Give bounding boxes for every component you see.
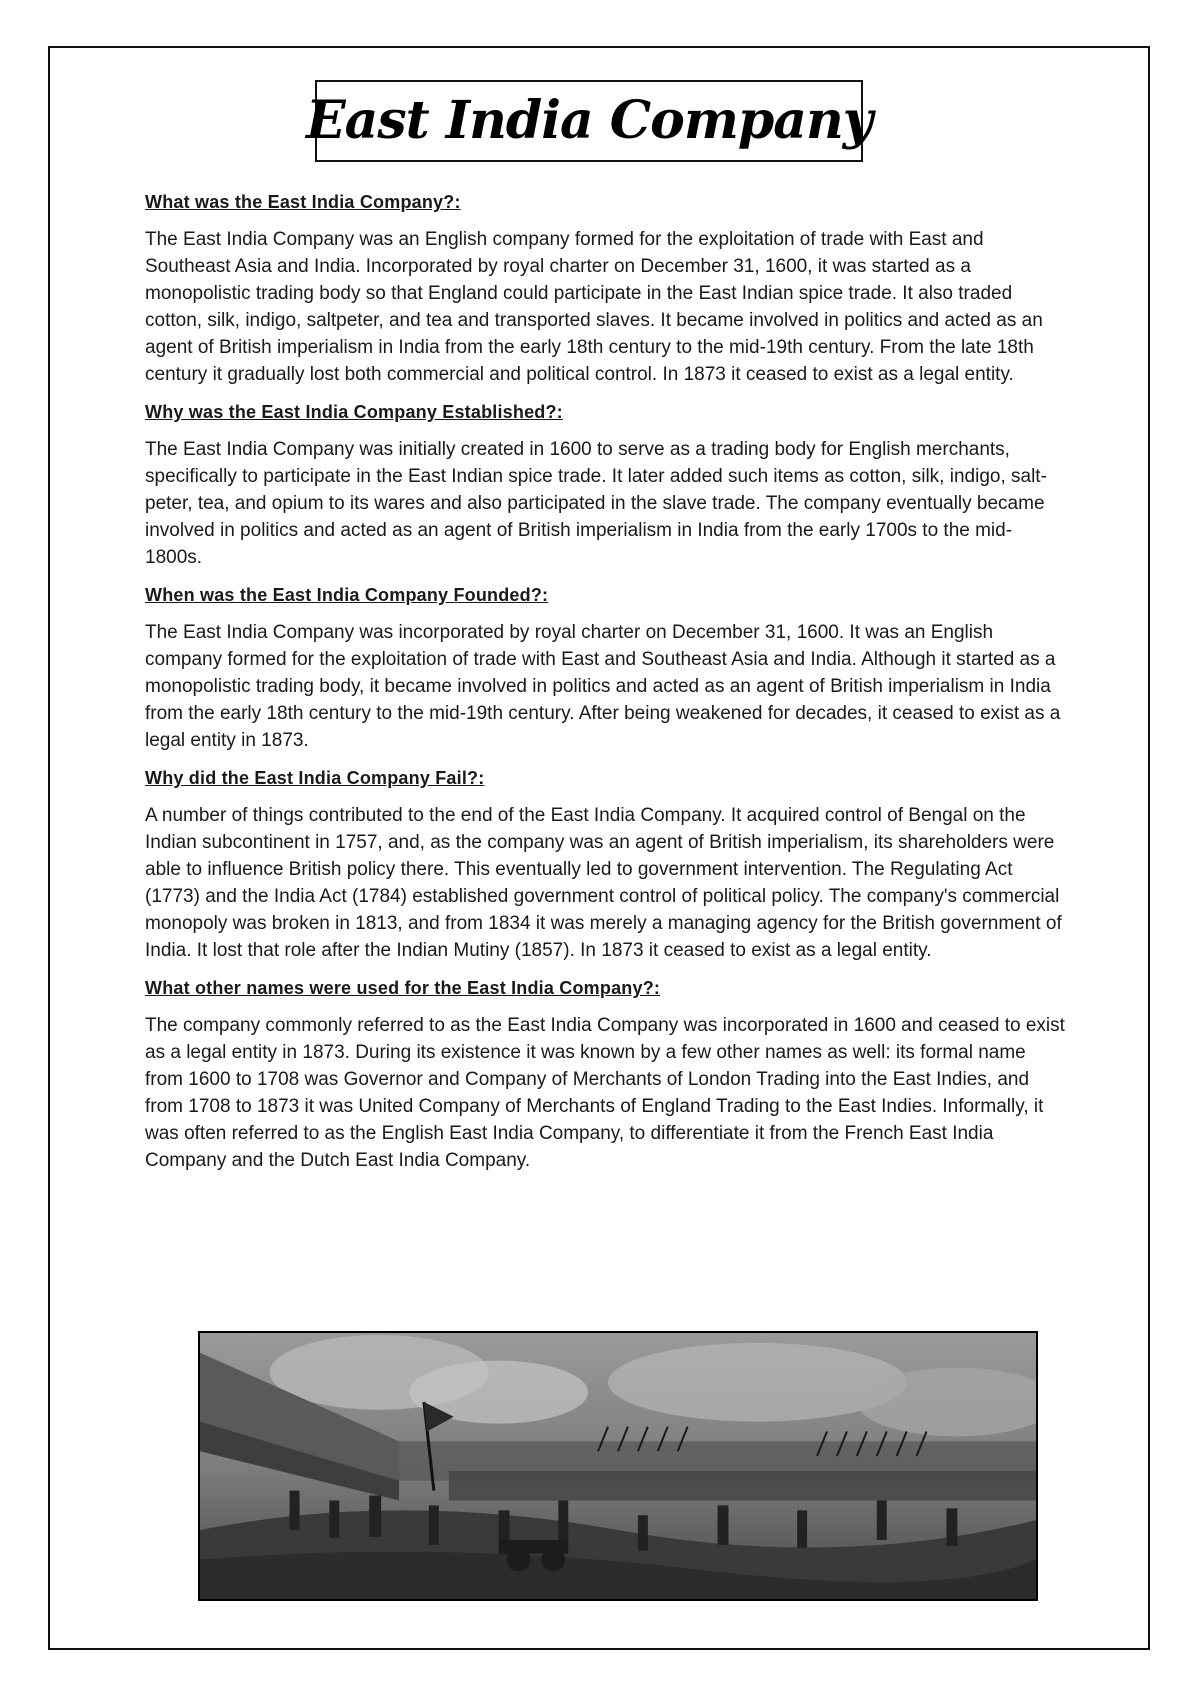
section-heading: What was the East India Company?:	[145, 192, 461, 212]
section	[145, 190, 1065, 388]
section-heading: When was the East India Company Founded?:	[145, 585, 549, 605]
content	[145, 190, 1065, 1186]
section	[145, 583, 1065, 754]
section-body: The East India Company was an English company formed for the exploitation of trade with East and Southeast Asia and India. Incorporated by royal charter on December 31, 1600, it was started as a monopolistic trading body so that England could participate in the East Indian spice trade. It also traded cotton, silk, indigo, saltpeter, and tea and transported slaves. It became involved in politics and acted as an agent of British imperialism in India from the early 18th century to the mid-19th century. From the late 18th century it gradually lost both commercial and political control. In 1873 it ceased to exist as a legal entity.	[145, 229, 1043, 385]
section	[145, 976, 1065, 1174]
section-body: The company commonly referred to as the East India Company was incorporated in 1600 and ceased to exist as a legal entity in 1873. During its existence it was known by a few other names as well: its formal name from 1600 to 1708 was Governor and Company of Merchants of London Trading into the East Indies, and from 1708 to 1873 it was United Company of Merchants of England Trading to the East Indies. Informally, it was often referred to as the English East India Company, to differentiate it from the French East India Company and the Dutch East India Company.	[145, 1015, 1065, 1171]
page-title: East India Company	[306, 90, 872, 151]
section-body: The East India Company was incorporated by royal charter on December 31, 1600. It was an English company formed for the exploitation of trade with East and Southeast Asia and India. Although it started as a monopolistic trading body, it became involved in politics and acted as an agent of British imperialism in India from the early 18th century to the mid-19th century. After being weakened for decades, it ceased to exist as a legal entity in 1873.	[145, 622, 1061, 751]
section-heading: What other names were used for the East India Company?:	[145, 978, 661, 998]
battle-illustration	[198, 1331, 1038, 1601]
battle-scene-graphic	[200, 1333, 1036, 1599]
section	[145, 766, 1065, 964]
section-heading: Why did the East India Company Fail?:	[145, 768, 485, 788]
section	[145, 400, 1065, 571]
section-body: The East India Company was initially created in 1600 to serve as a trading body for English merchants, specifically to participate in the East Indian spice trade. It later added such items as cotton, silk, indigo, salt-peter, tea, and opium to its wares and also participated in the slave trade. The company eventually became involved in politics and acted as an agent of British imperialism in India from the early 1700s to the mid-1800s.	[145, 439, 1047, 568]
title-box	[306, 80, 872, 162]
section-body: A number of things contributed to the end of the East India Company. It acquired control of Bengal on the Indian subcontinent in 1757, and, as the company was an agent of British imperialism, its shareholders were able to influence British policy there. This eventually led to government intervention. The Regulating Act (1773) and the India Act (1784) established government control of political policy. The company's commercial monopoly was broken in 1813, and from 1834 it was merely a managing agency for the British government of India. It lost that role after the Indian Mutiny (1857). In 1873 it ceased to exist as a legal entity.	[145, 805, 1062, 961]
section-heading: Why was the East India Company Established?:	[145, 402, 563, 422]
